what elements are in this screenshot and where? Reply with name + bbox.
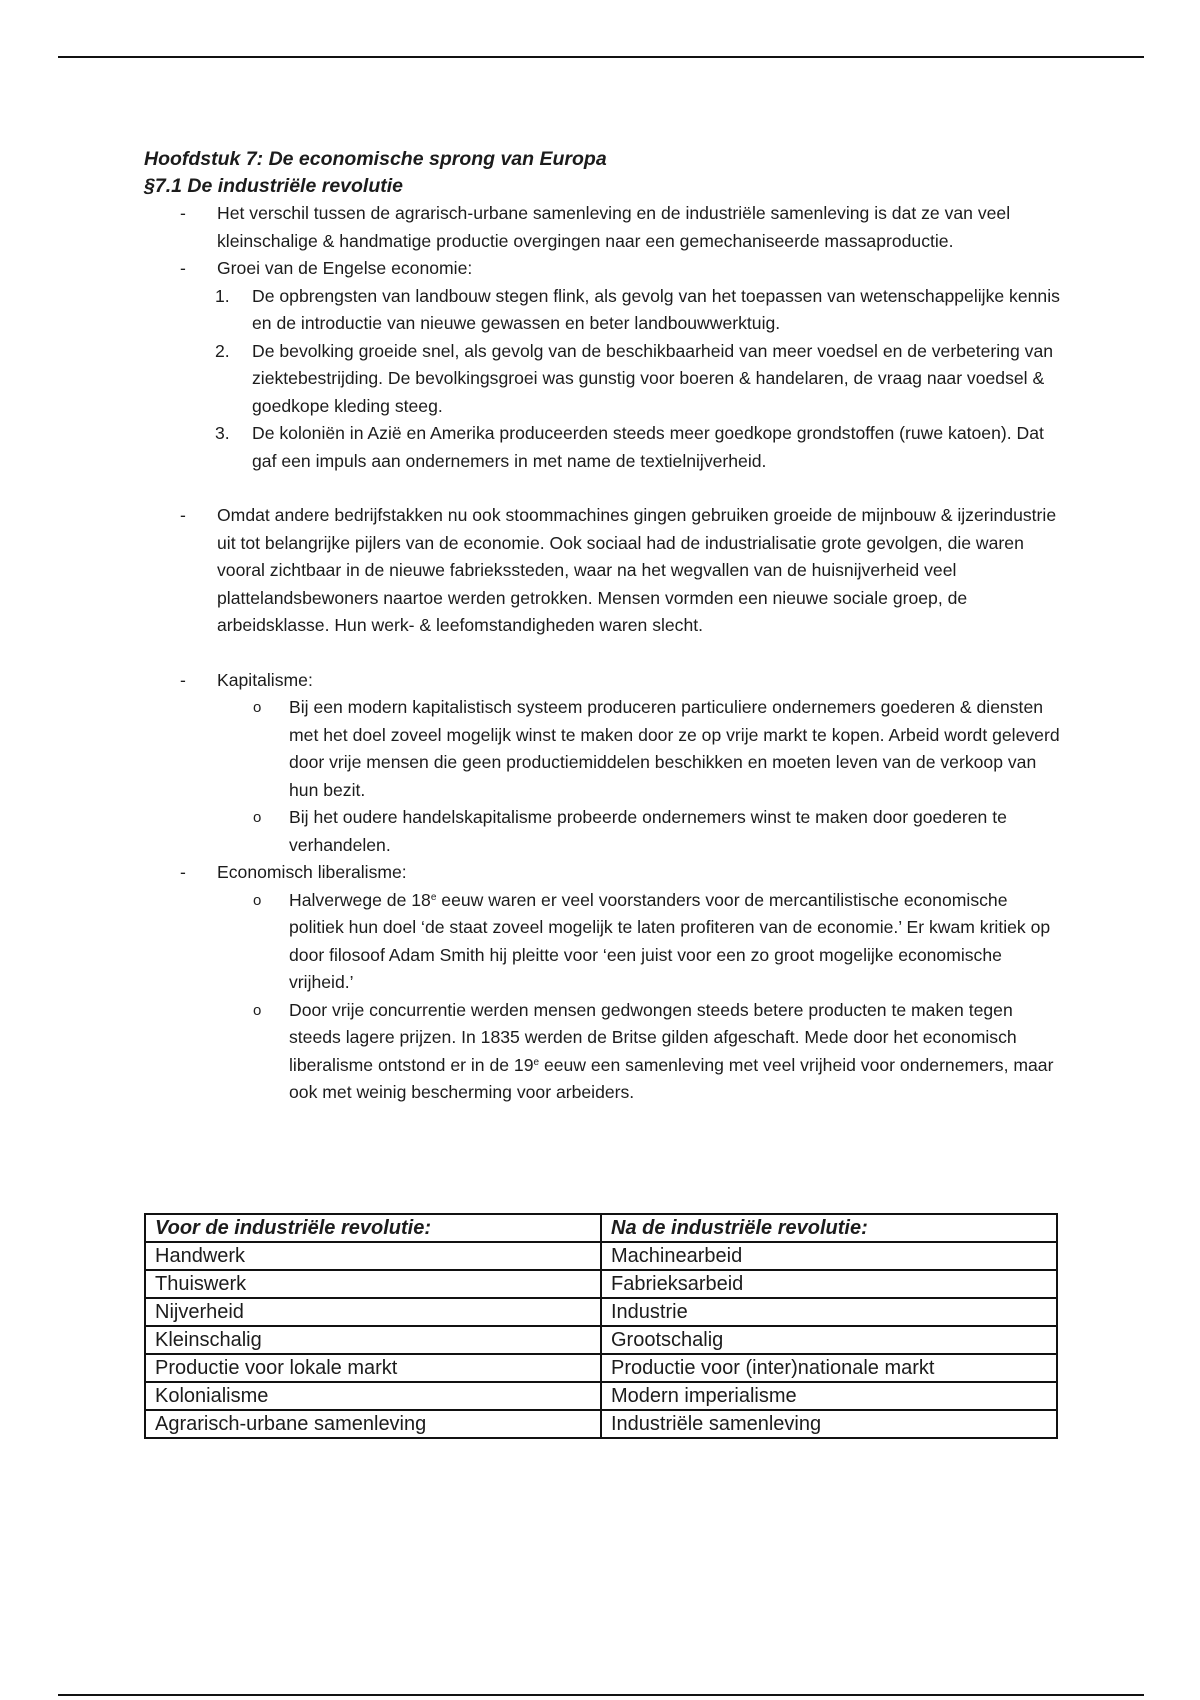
sub-item bbox=[144, 887, 1064, 997]
table-row bbox=[145, 1270, 1057, 1298]
bullet-item bbox=[144, 502, 1064, 640]
circle-marker: o bbox=[253, 699, 262, 716]
table-cell: Machinearbeid bbox=[601, 1242, 1057, 1270]
table-cell: Productie voor lokale markt bbox=[145, 1354, 601, 1382]
table-cell: Modern imperialisme bbox=[601, 1382, 1057, 1410]
table-row bbox=[145, 1354, 1057, 1382]
dash-marker: - bbox=[180, 862, 186, 882]
numbered-item bbox=[144, 420, 1064, 475]
table-cell: Nijverheid bbox=[145, 1298, 601, 1326]
table-cell: Kleinschalig bbox=[145, 1326, 601, 1354]
numbered-text: De bevolking groeide snel, als gevolg van de beschikbaarheid van meer voedsel en de verbetering van ziektebestrijding. De bevolkingsgroei was gunstig voor boeren & handelaren, de vraag naar voedsel & goedkope kleding steeg. bbox=[252, 340, 1054, 416]
numbered-item bbox=[144, 283, 1064, 338]
table-row bbox=[145, 1410, 1057, 1438]
bullet-item bbox=[144, 667, 1064, 695]
table-cell: Industrie bbox=[601, 1298, 1057, 1326]
sub-item bbox=[144, 694, 1064, 804]
bullet-text: Het verschil tussen de agrarisch-urbane samenleving en de industriële samenleving is dat ze van veel kleinschalige & handmatige productie overgingen naar een gemechaniseerde massaproductie. bbox=[217, 203, 1011, 251]
sub-text: Bij een modern kapitalistisch systeem produceren particuliere ondernemers goederen & diensten met het doel zoveel mogelijk winst te maken door ze op vrije markt te kopen. Arbeid wordt geleverd door vrije mensen die geen productiemiddelen beschikken en moeten leven van de verkoop van hun bezit. bbox=[289, 697, 1060, 800]
table-header-cell: Voor de industriële revolutie: bbox=[145, 1214, 601, 1242]
chapter-title: Hoofdstuk 7: De economische sprong van Europa bbox=[144, 148, 607, 170]
table-cell: Industriële samenleving bbox=[601, 1410, 1057, 1438]
circle-marker: o bbox=[253, 1001, 262, 1019]
dash-marker: - bbox=[180, 505, 186, 525]
table-cell: Grootschalig bbox=[601, 1326, 1057, 1354]
item-number: 2. bbox=[215, 340, 230, 361]
section-title: §7.1 De industriële revolutie bbox=[144, 175, 404, 197]
sub-item bbox=[144, 804, 1064, 859]
bullet-text: Kapitalisme: bbox=[217, 669, 313, 690]
bullet-text: Omdat andere bedrijfstakken nu ook stoommachines gingen gebruiken groeide de mijnbouw & ijzerindustrie uit tot belangrijke pijlers van de economie. Ook sociaal had de industrialisatie grote gevolgen, die waren vooral zichtbaar in de nieuwe fabriekssteden, waar na het wegvallen van de huisnijverheid veel plattelandsbewoners naartoe werden getrokken. Mensen vormden een nieuwe sociale groep, de arbeidsklasse. Hun werk- & leefomstandigheden waren slecht. bbox=[217, 505, 1057, 635]
item-number: 1. bbox=[215, 285, 230, 306]
sub-text: Halverwege de 18e eeuw waren er veel voorstanders voor de mercantilistische economische politiek hun doel ‘de staat zoveel mogelijk te laten profiteren van de economie.’ Er kwam kritiek op door filosoof Adam Smith hij pleitte voor ‘een juist voor een zo groot mogelijke economische vrijheid.’ bbox=[289, 889, 1051, 992]
table-cell: Fabrieksarbeid bbox=[601, 1270, 1057, 1298]
table-row bbox=[145, 1326, 1057, 1354]
table-cell: Agrarisch-urbane samenleving bbox=[145, 1410, 601, 1438]
footer-rule bbox=[58, 1694, 1144, 1696]
table-header-row bbox=[145, 1214, 1057, 1242]
bullet-text: Groei van de Engelse economie: bbox=[217, 258, 473, 278]
dash-marker: - bbox=[180, 258, 186, 278]
circle-marker: o bbox=[253, 891, 262, 909]
dash-marker: - bbox=[180, 203, 186, 223]
numbered-item bbox=[144, 338, 1064, 421]
sub-text: Bij het oudere handelskapitalisme probeerde ondernemers winst te maken door goederen te verhandelen. bbox=[289, 807, 1007, 855]
table-row bbox=[145, 1298, 1057, 1326]
sub-text: Door vrije concurrentie werden mensen gedwongen steeds betere producten te maken tegen steeds lagere prijzen. In 1835 werden de Britse gilden afgeschaft. Mede door het economisch liberalisme ontstond er in de 19e eeuw een samenleving met veel vrijheid voor ondernemers, maar ook met weinig bescherming voor arbeiders. bbox=[289, 999, 1054, 1102]
dash-marker: - bbox=[180, 669, 186, 690]
bullet-text: Economisch liberalisme: bbox=[217, 862, 407, 882]
bullet-item bbox=[144, 200, 1064, 255]
numbered-text: De opbrengsten van landbouw stegen flink, als gevolg van het toepassen van wetenschappelijke kennis en de introductie van nieuwe gewassen en beter landbouwwerktuig. bbox=[252, 285, 1060, 333]
header-rule bbox=[58, 56, 1144, 58]
table-cell: Handwerk bbox=[145, 1242, 601, 1270]
table-row bbox=[145, 1382, 1057, 1410]
document-body bbox=[144, 146, 1064, 1107]
bullet-item bbox=[144, 859, 1064, 887]
table-row bbox=[145, 1242, 1057, 1270]
table-header-cell: Na de industriële revolutie: bbox=[601, 1214, 1057, 1242]
numbered-text: De koloniën in Azië en Amerika produceerden steeds meer goedkope grondstoffen (ruwe katoen). Dat gaf een impuls aan ondernemers in met name de textielnijverheid. bbox=[252, 423, 1044, 471]
circle-marker: o bbox=[253, 809, 262, 826]
table-cell: Thuiswerk bbox=[145, 1270, 601, 1298]
bullet-item bbox=[144, 255, 1064, 283]
table-cell: Productie voor (inter)nationale markt bbox=[601, 1354, 1057, 1382]
comparison-table bbox=[144, 1213, 1058, 1439]
sub-item bbox=[144, 997, 1064, 1107]
item-number: 3. bbox=[215, 423, 230, 443]
table-cell: Kolonialisme bbox=[145, 1382, 601, 1410]
